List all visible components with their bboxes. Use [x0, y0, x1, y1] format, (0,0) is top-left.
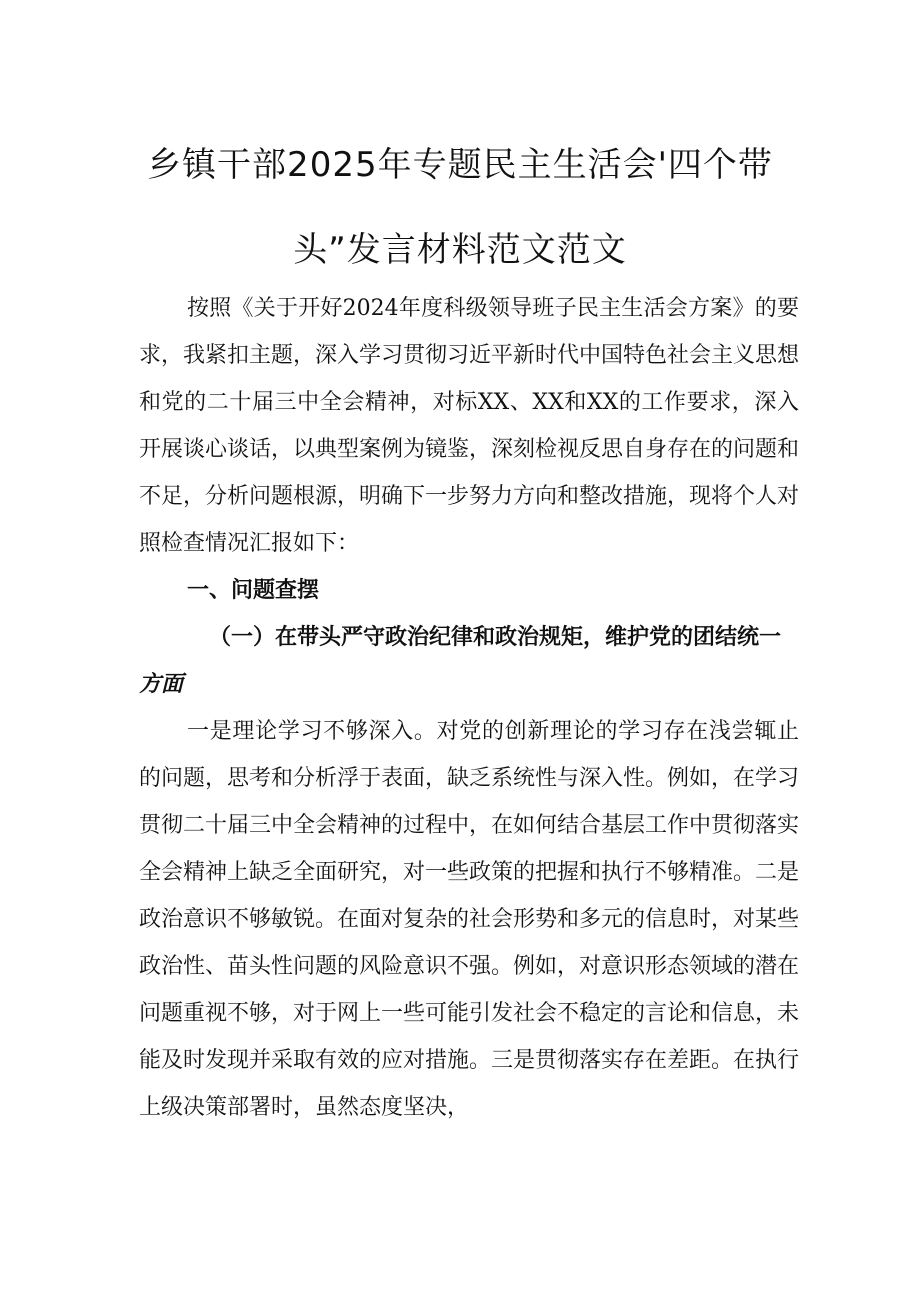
subsection-heading — [139, 614, 799, 708]
document-title-line-2: 头”发言材料范文范文 — [293, 230, 627, 270]
section-heading: 一、问题查摆 — [187, 578, 320, 603]
subsection-heading-main: （一）在带头严守政治纪律和政治规矩，维护党的团结统一 — [209, 624, 782, 650]
document-title-line-1: 乡镇干部2025年专题民主生活会'四个带 — [147, 145, 773, 185]
intro-paragraph: 按照《关于开好2024年度科级领导班子民主生活会方案》的要求，我紧扣主题，深入学习贯彻习近平新时代中国特色社会主义思想和党的二十届三中全会精神，对标XX、XX和XX的工作要求，深入开展谈心谈话，以典型案例为镜鉴，深刻检视反思自身存在的问题和不足，分析问题根源，明确下一步努力方向和整改措施，现将个人对照检查情况汇报如下： — [139, 296, 800, 556]
subsection-heading-tail: 方面 — [139, 671, 184, 697]
body-paragraph: 一是理论学习不够深入。对党的创新理论的学习存在浅尝辄止的问题，思考和分析浮于表面，缺乏系统性与深入性。例如，在学习贯彻二十届三中全会精神的过程中，在如何结合基层工作中贯彻落实全会精神上缺乏全面研究，对一些政策的把握和执行不够精准。二是政治意识不够敏锐。在面对复杂的社会形势和多元的信息时，对某些政治性、苗头性问题的风险意识不强。例如，对意识形态领域的潜在问题重视不够，对于网上一些可能引发社会不稳定的言论和信息，未能及时发现并采取有效的应对措施。三是贯彻落实存在差距。在执行上级决策部署时，虽然态度坚决， — [139, 719, 800, 1120]
document-body — [139, 285, 799, 1131]
